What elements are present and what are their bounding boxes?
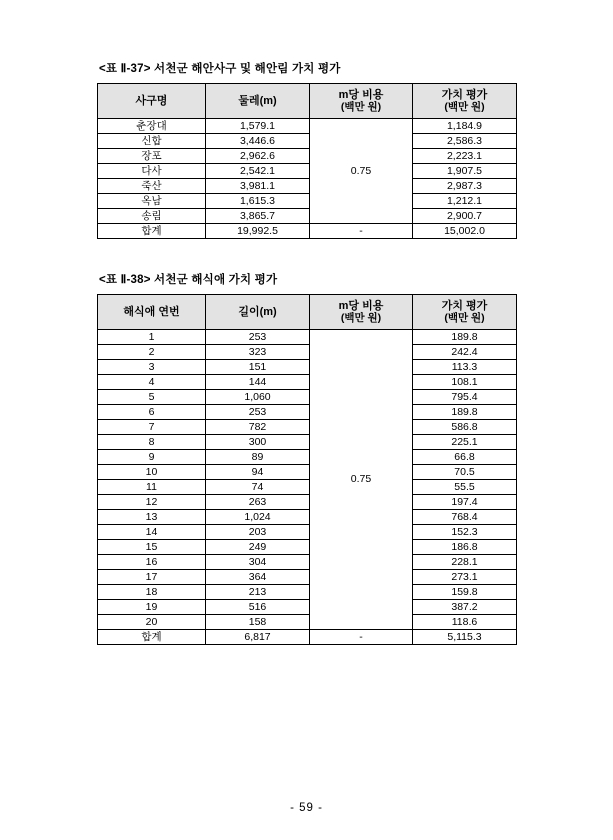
cell-value: 197.4	[413, 495, 517, 510]
table-row	[98, 345, 517, 360]
cell-value: 768.4	[413, 510, 517, 525]
cell-length: 6,817	[206, 630, 310, 645]
column-header-main: 길이(m)	[238, 305, 277, 318]
cell-length: 19,992.5	[206, 224, 310, 239]
table-row	[98, 540, 517, 555]
table-seocheon-sea-cliff-valuation	[97, 294, 517, 645]
table-row	[98, 420, 517, 435]
table-row	[98, 119, 517, 134]
column-header-main: 해식애 연번	[123, 305, 180, 318]
table-row	[98, 375, 517, 390]
column-header-main: 가치 평가	[441, 299, 488, 312]
column-header-cost	[310, 84, 413, 119]
table-row	[98, 585, 517, 600]
section-spacer	[97, 239, 516, 271]
table-row	[98, 209, 517, 224]
column-header-name	[98, 84, 206, 119]
column-header-index	[98, 295, 206, 330]
cell-length: 1,060	[206, 390, 310, 405]
cell-value: 387.2	[413, 600, 517, 615]
cell-length: 782	[206, 420, 310, 435]
cell-index: 12	[98, 495, 206, 510]
cell-length: 3,981.1	[206, 179, 310, 194]
column-header-main: 사구명	[135, 94, 168, 107]
cell-index: 3	[98, 360, 206, 375]
table-caption-2: <표 Ⅱ-38> 서천군 해식애 가치 평가	[99, 274, 278, 286]
table-row	[98, 450, 517, 465]
cell-cost-merged: 0.75	[310, 119, 413, 224]
cell-length: 249	[206, 540, 310, 555]
column-header-main: m당 비용	[338, 88, 384, 101]
cell-cost: -	[310, 224, 413, 239]
cell-index: 8	[98, 435, 206, 450]
column-header-sub: (백만 원)	[444, 312, 485, 325]
table-row	[98, 360, 517, 375]
column-header-main: 가치 평가	[441, 88, 488, 101]
cell-length: 323	[206, 345, 310, 360]
column-header-cost	[310, 295, 413, 330]
table-row	[98, 465, 517, 480]
cell-value: 15,002.0	[413, 224, 517, 239]
table-row	[98, 570, 517, 585]
column-header-length	[206, 84, 310, 119]
cell-length: 213	[206, 585, 310, 600]
cell-length: 304	[206, 555, 310, 570]
cell-index: 합계	[98, 630, 206, 645]
cell-value: 1,907.5	[413, 164, 517, 179]
cell-index: 4	[98, 375, 206, 390]
cell-value: 2,586.3	[413, 134, 517, 149]
table-header-row	[98, 295, 517, 330]
cell-value: 189.8	[413, 405, 517, 420]
column-header-main: 둘레(m)	[238, 94, 277, 107]
cell-length: 203	[206, 525, 310, 540]
cell-cost-merged: 0.75	[310, 330, 413, 630]
cell-index: 11	[98, 480, 206, 495]
table-row	[98, 390, 517, 405]
table-row	[98, 134, 517, 149]
cell-length: 263	[206, 495, 310, 510]
cell-index: 9	[98, 450, 206, 465]
table-header-2	[98, 295, 517, 330]
cell-value: 1,184.9	[413, 119, 517, 134]
table-block-2	[97, 271, 516, 645]
page-number: - 59 -	[290, 802, 323, 814]
cell-index: 5	[98, 390, 206, 405]
table-caption-1: <표 Ⅱ-37> 서천군 해안사구 및 해안림 가치 평가	[99, 63, 341, 75]
cell-value: 242.4	[413, 345, 517, 360]
column-header-length	[206, 295, 310, 330]
cell-length: 1,024	[206, 510, 310, 525]
cell-value: 273.1	[413, 570, 517, 585]
cell-length: 300	[206, 435, 310, 450]
column-header-sub: (백만 원)	[340, 312, 382, 325]
cell-length: 74	[206, 480, 310, 495]
table-row	[98, 194, 517, 209]
cell-value: 66.8	[413, 450, 517, 465]
table-row	[98, 600, 517, 615]
cell-length: 253	[206, 330, 310, 345]
cell-length: 2,962.6	[206, 149, 310, 164]
cell-cost: -	[310, 630, 413, 645]
table-row	[98, 555, 517, 570]
cell-index: 17	[98, 570, 206, 585]
cell-name: 옥남	[98, 194, 206, 209]
cell-name: 다사	[98, 164, 206, 179]
cell-value: 70.5	[413, 465, 517, 480]
cell-index: 20	[98, 615, 206, 630]
cell-name: 장포	[98, 149, 206, 164]
cell-index: 1	[98, 330, 206, 345]
cell-length: 3,865.7	[206, 209, 310, 224]
cell-index: 7	[98, 420, 206, 435]
cell-length: 158	[206, 615, 310, 630]
column-header-main: m당 비용	[338, 299, 384, 312]
table-row	[98, 179, 517, 194]
table-body-1	[98, 119, 517, 239]
table-row	[98, 164, 517, 179]
table-block-1	[97, 60, 516, 239]
cell-length: 144	[206, 375, 310, 390]
cell-value: 55.5	[413, 480, 517, 495]
table-header-row	[98, 84, 517, 119]
cell-length: 151	[206, 360, 310, 375]
table-header-1	[98, 84, 517, 119]
cell-index: 16	[98, 555, 206, 570]
cell-index: 2	[98, 345, 206, 360]
cell-length: 516	[206, 600, 310, 615]
table-total-row	[98, 224, 517, 239]
cell-value: 2,223.1	[413, 149, 517, 164]
cell-value: 795.4	[413, 390, 517, 405]
table-row	[98, 330, 517, 345]
table-row	[98, 405, 517, 420]
cell-value: 108.1	[413, 375, 517, 390]
table-row	[98, 510, 517, 525]
cell-name: 합계	[98, 224, 206, 239]
table-row	[98, 435, 517, 450]
cell-name: 송림	[98, 209, 206, 224]
cell-index: 13	[98, 510, 206, 525]
table-row	[98, 495, 517, 510]
cell-length: 94	[206, 465, 310, 480]
cell-length: 364	[206, 570, 310, 585]
table-row	[98, 480, 517, 495]
cell-index: 6	[98, 405, 206, 420]
cell-value: 228.1	[413, 555, 517, 570]
cell-length: 89	[206, 450, 310, 465]
cell-value: 152.3	[413, 525, 517, 540]
cell-name: 춘장대	[98, 119, 206, 134]
table-seocheon-dune-valuation	[97, 83, 517, 239]
cell-value: 118.6	[413, 615, 517, 630]
cell-value: 159.8	[413, 585, 517, 600]
cell-length: 2,542.1	[206, 164, 310, 179]
cell-index: 19	[98, 600, 206, 615]
cell-value: 586.8	[413, 420, 517, 435]
table-total-row	[98, 630, 517, 645]
cell-value: 2,987.3	[413, 179, 517, 194]
cell-length: 1,615.3	[206, 194, 310, 209]
table-row	[98, 525, 517, 540]
cell-value: 225.1	[413, 435, 517, 450]
cell-index: 15	[98, 540, 206, 555]
column-header-sub: (백만 원)	[444, 101, 485, 114]
table-row	[98, 615, 517, 630]
cell-length: 253	[206, 405, 310, 420]
cell-index: 14	[98, 525, 206, 540]
cell-value: 186.8	[413, 540, 517, 555]
table-body-2	[98, 330, 517, 645]
cell-length: 1,579.1	[206, 119, 310, 134]
column-header-value	[413, 295, 517, 330]
cell-value: 113.3	[413, 360, 517, 375]
cell-index: 18	[98, 585, 206, 600]
table-row	[98, 149, 517, 164]
cell-value: 1,212.1	[413, 194, 517, 209]
cell-length: 3,446.6	[206, 134, 310, 149]
cell-index: 10	[98, 465, 206, 480]
column-header-value	[413, 84, 517, 119]
cell-value: 189.8	[413, 330, 517, 345]
cell-value: 5,115.3	[413, 630, 517, 645]
column-header-sub: (백만 원)	[340, 101, 382, 114]
cell-name: 죽산	[98, 179, 206, 194]
cell-value: 2,900.7	[413, 209, 517, 224]
cell-name: 신합	[98, 134, 206, 149]
